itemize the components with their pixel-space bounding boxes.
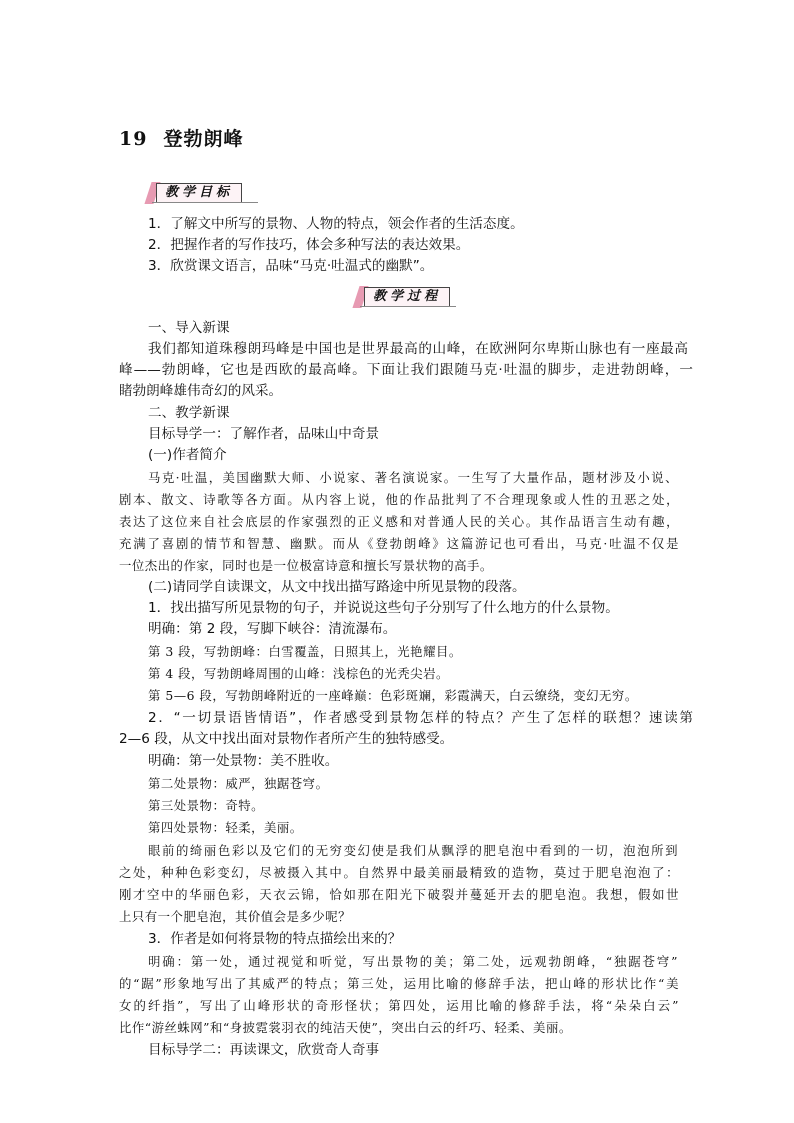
heading-underline (360, 306, 456, 307)
question-two-line: 2—6 段，从文中找出面对景物作者所产生的独特感受。 (119, 731, 454, 747)
goals-section-heading (148, 182, 258, 204)
heading-underline (152, 202, 258, 203)
author-line: 表达了这位来自社会底层的作家强烈的正义感和对普通人民的关心。其作品语言生动有趣， (119, 514, 679, 529)
answer-line: 第 3 段，写勃朗峰：白雪覆盖，日照其上，光艳耀目。 (148, 644, 462, 659)
process-section-heading (356, 286, 456, 308)
lesson-title (119, 124, 243, 151)
author-line: 充满了喜剧的情节和智慧、幽默。而从《登勃朗峰》这篇游记也可看出，马克·吐温不仅是 (119, 536, 679, 551)
goal-item: 2．把握作者的写作技巧，体会多种写法的表达效果。 (148, 237, 470, 253)
intro-line: 睹勃朗峰雄伟奇幻的风采。 (119, 383, 283, 399)
author-heading: (一)作者简介 (148, 447, 227, 463)
answer-line: 明确：第 2 段，写脚下峡谷：清流瀑布。 (148, 621, 397, 637)
answer-three-line: 的“踞”形象地写出了其威严的特点；第三处，运用比喻的修辞手法，把山峰的形状比作“美 (119, 976, 679, 991)
answer-line: 第三处景物：奇特。 (148, 798, 265, 813)
target-one-heading: 目标导学一：了解作者，品味山中奇景 (148, 426, 380, 442)
answer-three-line: 女的纤指”，写出了山峰形状的奇形怪状；第四处，运用比喻的修辞手法，将“朵朵白云” (119, 998, 679, 1013)
author-line: 剧本、散文、诗歌等各方面。从内容上说，他的作品批判了不合理现象或人性的丑恶之处， (119, 492, 679, 507)
intro-line: 我们都知道珠穆朗玛峰是中国也是世界最高的山峰，在欧洲阿尔卑斯山脉也有一座最高 (148, 341, 688, 357)
question-three: 3．作者是如何将景物的特点描绘出来的？ (148, 931, 402, 947)
answer-three-line: 比作“游丝蛛网”和“身披霓裳羽衣的纯洁天使”，突出白云的纤巧、轻柔、美丽。 (119, 1020, 572, 1035)
soap-bubble-line: 刚才空中的华丽色彩，天衣云锦，恰如那在阳光下破裂并蔓延开去的肥皂泡。我想，假如世 (119, 887, 679, 902)
soap-bubble-line: 眼前的绮丽色彩以及它们的无穷变幻使是我们从飘浮的肥皂泡中看到的一切，泡泡所到 (148, 843, 678, 858)
question-one: 1．找出描写所见景物的句子，并说说这些句子分别写了什么地方的什么景物。 (148, 600, 619, 616)
answer-line: 第 5—6 段，写勃朗峰附近的一座峰巅：色彩斑斓，彩霞满天，白云缭绕，变幻无穷。 (148, 688, 638, 703)
answer-line: 第四处景物：轻柔，美丽。 (148, 820, 303, 835)
goal-item: 1．了解文中所写的景物、人物的特点，领会作者的生活态度。 (148, 216, 524, 232)
goals-heading-label: 教学目标 (156, 183, 242, 203)
lesson-name: 登勃朗峰 (163, 128, 244, 150)
answer-line: 第 4 段，写勃朗峰周围的山峰：浅棕色的光秃尖岩。 (148, 666, 449, 681)
goal-item: 3．欣赏课文语言，品味“马克·吐温式的幽默”。 (148, 258, 434, 274)
reading-heading: (二)请同学自读课文，从文中找出描写路途中所见景物的段落。 (148, 579, 526, 595)
answer-line: 第二处景物：威严，独踞苍穹。 (148, 776, 329, 791)
question-two-line: 2．“一切景语皆情语”，作者感受到景物怎样的特点？产生了怎样的联想？速读第 (148, 710, 693, 726)
intro-line: 峰——勃朗峰，它也是西欧的最高峰。下面让我们跟随马克·吐温的脚步，走进勃朗峰，一 (119, 362, 693, 378)
new-lesson-heading: 二、教学新课 (148, 405, 230, 421)
author-line: 马克·吐温，美国幽默大师、小说家、著名演说家。一生写了大量作品，题材涉及小说、 (148, 470, 678, 485)
answer-three-line: 明确：第一处，通过视觉和听觉，写出景物的美；第二处，远观勃朗峰，“独踞苍穹” (148, 954, 678, 969)
soap-bubble-line: 之处，种种色彩变幻，尽被摄入其中。自然界中最美丽最精致的造物，莫过于肥皂泡泡了： (119, 865, 679, 880)
lesson-number: 19 (119, 128, 148, 150)
target-two-heading: 目标导学二：再读课文，欣赏奇人奇事 (148, 1042, 380, 1058)
soap-bubble-line: 上只有一个肥皂泡，其价值会是多少呢？ (119, 909, 352, 924)
answer-line: 明确：第一处景物：美不胜收。 (148, 753, 339, 769)
process-heading-label: 教学过程 (364, 287, 450, 307)
intro-heading: 一、导入新课 (148, 320, 230, 336)
author-line: 一位杰出的作家，同时也是一位极富诗意和擅长写景状物的高手。 (119, 558, 493, 573)
